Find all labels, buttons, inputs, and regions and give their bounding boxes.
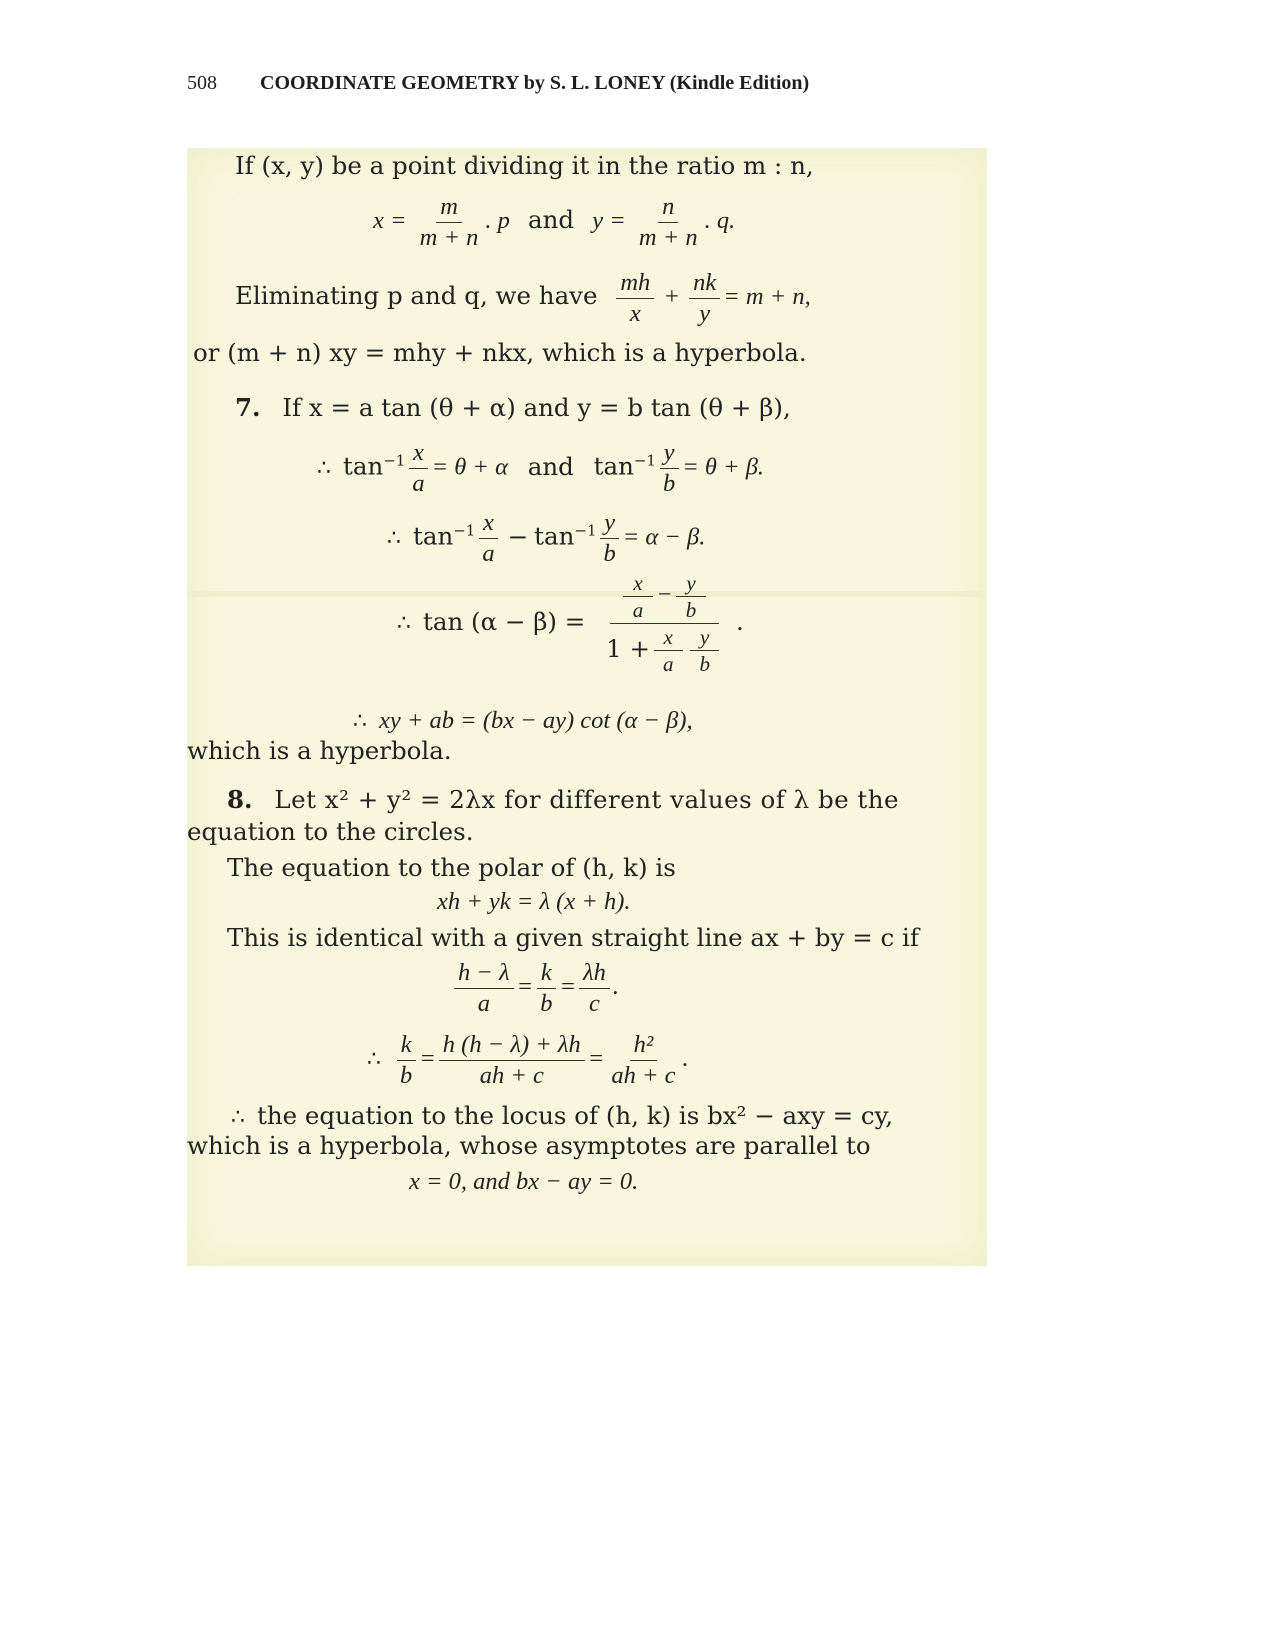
text-line: which is a hyperbola, whose asymptotes are parallel to [187, 1131, 871, 1160]
fraction: $\frac{k}{b}$ [536, 960, 556, 1016]
fraction: $\frac{h (h - \lambda) + \lambda h}{ah + c}$ [439, 1032, 585, 1088]
fraction: $\frac{\text{h²}}{ah + c}$ [611, 1031, 676, 1089]
page-number: 508 [187, 72, 217, 94]
problem-number: 7. [235, 393, 261, 422]
book-title: COORDINATE GEOMETRY by S. L. LONEY (Kindle Edition) [260, 72, 810, 94]
fraction: $\frac{\lambda h}{c}$ [579, 960, 610, 1016]
fraction: $\frac{m}{m + n}$ [419, 193, 479, 251]
compound-fraction: $\frac{x}{a}$ − $\frac{y}{b}$ 1 + $\frac{x}{a}$ $\frac{y}{b}$ [596, 572, 733, 675]
text-line: This is identical with a given straight line ax + by = c if [227, 923, 919, 952]
text-line: ∴ the equation to the locus of (h, k) is bx² − axy = cy, [231, 1101, 894, 1130]
text-line: which is a hyperbola. [187, 736, 452, 765]
text-line: The equation to the polar of (h, k) is [227, 853, 676, 882]
equation-line: Eliminating p and q, we have $\frac{mh}{x}$ + $\frac{nk}{y}$ = m + n, [235, 269, 811, 327]
text-line: or (m + n) xy = mhy + nkx, which is a hyperbola. [193, 338, 807, 367]
fraction: $\frac{y}{b}$ [659, 440, 679, 496]
equation-line: x = $\frac{m}{m + n}$ . p and y = $\frac{n}{m + n}$ . q. [373, 193, 736, 251]
equation-line: xh + yk = λ (x + h). [437, 888, 631, 915]
problem-7: 7. If x = a tan (θ + α) and y = b tan (θ + β), [235, 393, 791, 422]
fraction: $\frac{y}{b}$ [600, 510, 620, 566]
fraction: $\frac{k}{b}$ [396, 1032, 416, 1088]
page-header [187, 72, 809, 95]
equation-line: ∴ $\tan^{-1}$ $\frac{x}{a}$ = θ + α and $\tan^{-1}$ $\frac{y}{b}$ = θ + β. [317, 439, 765, 497]
fraction: $\frac{nk}{y}$ [689, 270, 720, 326]
equation-line: ∴ xy + ab = (bx − ay) cot (α − β), [353, 707, 693, 734]
equation-line: ∴ $\frac{k}{b}$ = $\frac{h (h - \lambda) + \lambda h}{ah + c}$ = $\frac{\text{h²}}{ah + c}$ . [367, 1031, 689, 1089]
text-line: equation to the circles. [187, 817, 474, 846]
text-line: If (x, y) be a point dividing it in the ratio m : n, [235, 151, 814, 180]
fraction: $\frac{h - \lambda}{a}$ [454, 960, 514, 1016]
equation-line: x = 0, and bx − ay = 0. [409, 1168, 639, 1195]
fraction: $\frac{mh}{x}$ [616, 270, 654, 326]
equation-line: ∴ tan (α − β) = $\frac{x}{a}$ − $\frac{y}{b}$ 1 + $\frac{x}{a}$ $\frac{y}{b}$ . [397, 571, 744, 677]
fraction: $\frac{x}{a}$ [478, 510, 498, 566]
problem-8: 8. Let x² + y² = 2λx for different values of λ be the [227, 785, 900, 814]
equation-line: $\frac{h - \lambda}{a}$ = $\frac{k}{b}$ = $\frac{\lambda h}{c}$ . [451, 960, 619, 1016]
equation-line: ∴ $\tan^{-1}$ $\frac{x}{a}$ − $\tan^{-1}$ $\frac{y}{b}$ = α − β. [387, 509, 706, 567]
problem-number: 8. [227, 785, 253, 814]
fraction: $\frac{x}{a}$ [408, 440, 428, 496]
scanned-page-excerpt [187, 148, 987, 1266]
fraction: $\frac{n}{m + n}$ [638, 193, 698, 251]
